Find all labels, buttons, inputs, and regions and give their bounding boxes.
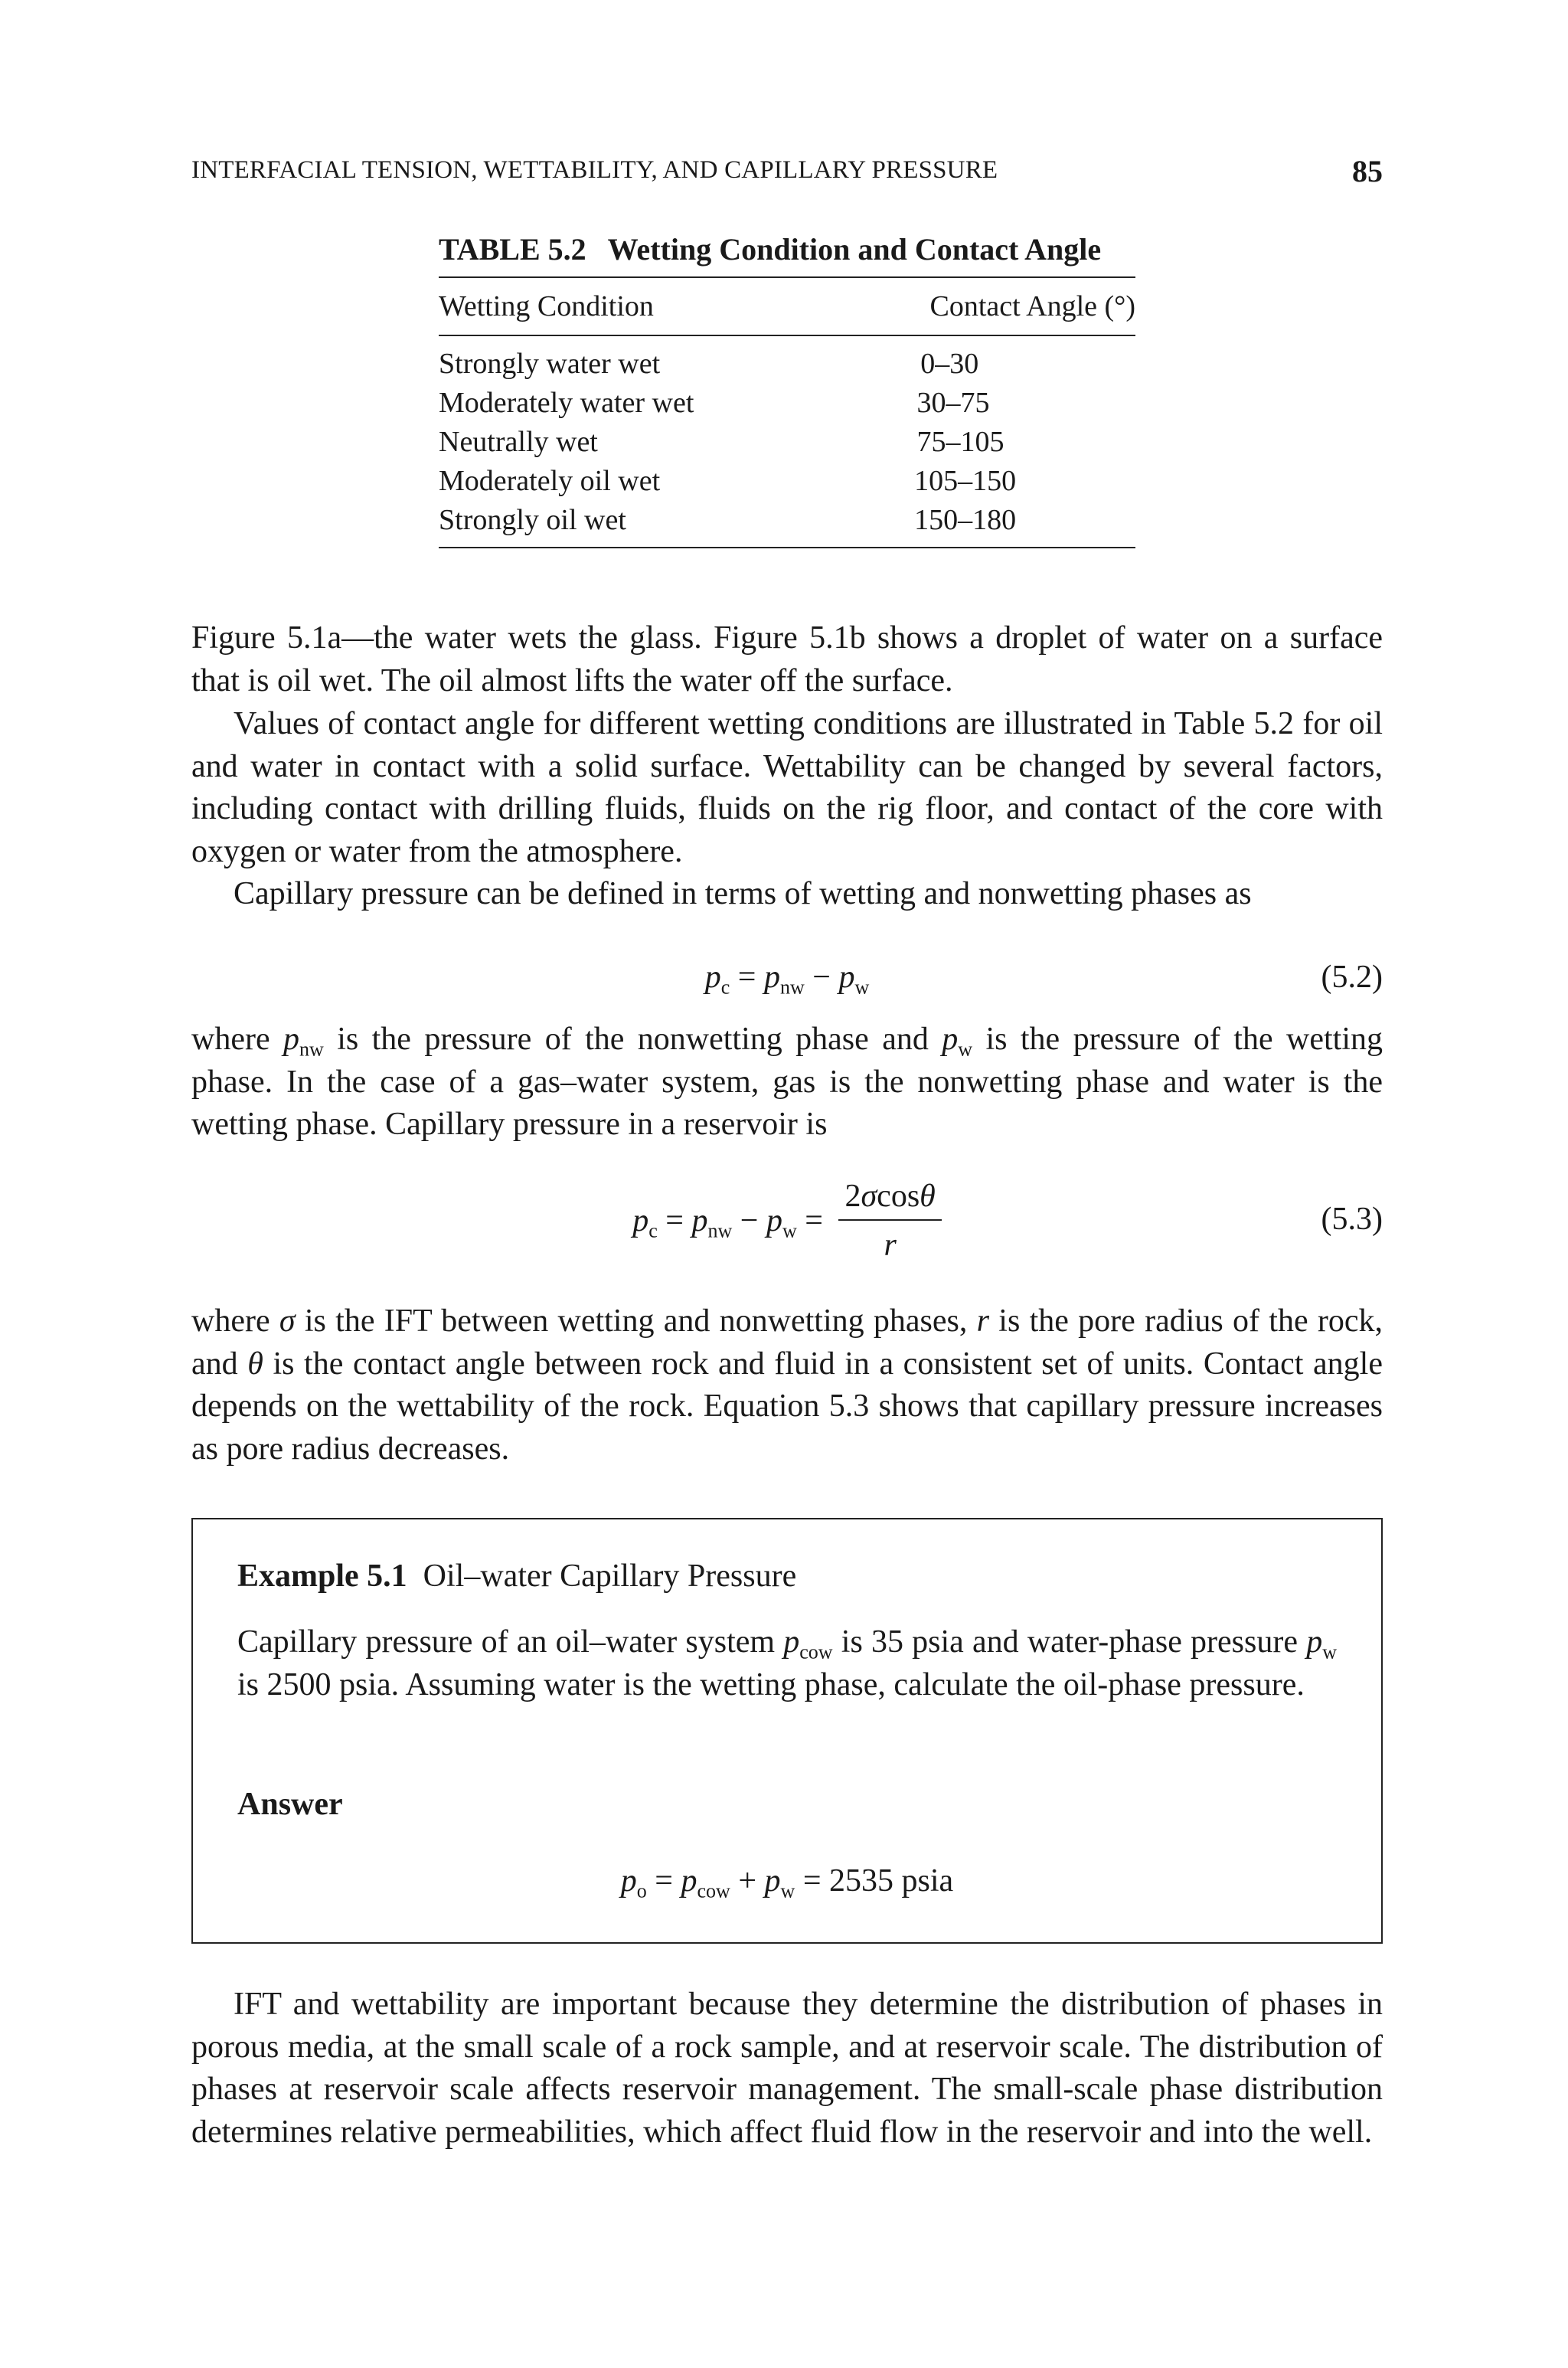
table-label: TABLE 5.2 xyxy=(439,232,586,267)
table-row xyxy=(439,383,1135,422)
answer-equation: $p_o = p_{cow} + p_w = 2535$ psia xyxy=(620,1863,954,1902)
equation-5-2 xyxy=(191,959,1383,1005)
table-cell: 0–30 xyxy=(920,347,979,380)
paragraph: where σ is the IFT between wetting and nonwetting phases, r is the pore radius of the rock, and θ is the contact angle between rock and fluid in a consistent set of units. Contact angle depends on the wettability of the rock. Equation 5.3 shows that capillary pressure increases as pore radius decreases. xyxy=(191,1303,1383,1467)
running-head xyxy=(191,153,1383,191)
paragraph: Capillary pressure can be defined in terms of wetting and nonwetting phases as xyxy=(234,876,1252,911)
answer-heading: Answer xyxy=(237,1787,343,1822)
paragraph: Values of contact angle for different wetting conditions are illustrated in Table 5.2 for oil and water in contact with a solid surface. Wettability can be changed by several factors, including contact with drilling fluids, fluids on the rig floor, and contact of the core with oxygen or water from the atmosphere. xyxy=(191,706,1383,869)
example-body: Capillary pressure of an oil–water system $p_{cow}$ is 35 psia and water-phase pressure $p_w$ is 2500 psia. Assuming water is the wetting phase, calculate the oil-phase pressure. xyxy=(237,1624,1337,1702)
table-header-cell: Contact Angle (°) xyxy=(929,290,1135,322)
fraction-denominator: r xyxy=(884,1228,897,1263)
example-heading xyxy=(237,1558,1337,1594)
table-cell: 105–150 xyxy=(914,464,1017,497)
equation-5-3 xyxy=(191,1178,1383,1277)
equation-5-3-expression: $p_c = p_{nw} - p_w$ = $\frac{2\sigma\cos\theta}{r}$ xyxy=(191,1178,1383,1264)
table-row xyxy=(439,500,1135,539)
table-cell: Moderately water wet xyxy=(439,386,694,419)
table-title: Wetting Condition and Contact Angle xyxy=(607,232,1102,267)
table-cell: Moderately oil wet xyxy=(439,464,661,497)
table-cell: Neutrally wet xyxy=(439,425,598,458)
page-number: 85 xyxy=(1352,154,1383,188)
paragraph: where $p_{nw}$ is the pressure of the nonwetting phase and $p_w$ is the pressure of the wetting phase. In the case of a gas–water system, gas is the nonwetting phase and water is the wetting phase. Capillary pressure in a reservoir is xyxy=(191,1022,1383,1142)
paragraph: Figure 5.1a—the water wets the glass. Figure 5.1b shows a droplet of water on a surface that is oil wet. The oil almost lifts the water off the surface. xyxy=(191,620,1383,698)
example-box xyxy=(191,1518,1383,1944)
table-cell: Strongly oil wet xyxy=(439,503,626,536)
example-title: Oil–water Capillary Pressure xyxy=(423,1558,797,1594)
table-cell: Strongly water wet xyxy=(439,347,661,380)
equation-number: (5.3) xyxy=(1321,1202,1383,1237)
table-header-cell: Wetting Condition xyxy=(439,290,654,322)
fraction xyxy=(838,1178,941,1264)
table-row xyxy=(439,422,1135,461)
table-5-2 xyxy=(439,231,1135,548)
table-cell: 75–105 xyxy=(916,425,1004,458)
running-head-title: INTERFACIAL TENSION, WETTABILITY, AND CAPILLARY PRESSURE xyxy=(191,156,998,184)
table-bottom-rule xyxy=(439,547,1135,548)
table-caption xyxy=(439,231,1135,267)
table-cell: 30–75 xyxy=(916,386,990,419)
table-header-row xyxy=(439,278,1135,335)
example-label: Example 5.1 xyxy=(237,1558,407,1594)
table-body xyxy=(439,336,1135,547)
fraction-numerator: 2σcosθ xyxy=(838,1178,941,1221)
equation-5-2-expression: $p_c = p_{nw} - p_w$ xyxy=(704,960,870,999)
table-cell: 150–180 xyxy=(914,503,1017,536)
equation-number: (5.2) xyxy=(1321,960,1383,995)
table-row xyxy=(439,461,1135,500)
table-row xyxy=(439,344,1135,383)
paragraph: IFT and wettability are important because they determine the distribution of phases in porous media, at the small scale of a rock sample, and at reservoir scale. The distribution of phases at reservoir scale affects reservoir management. The small-scale phase distribution determines relative permeabilities, which affect fluid flow in the reservoir and into the well. xyxy=(191,1987,1383,2150)
